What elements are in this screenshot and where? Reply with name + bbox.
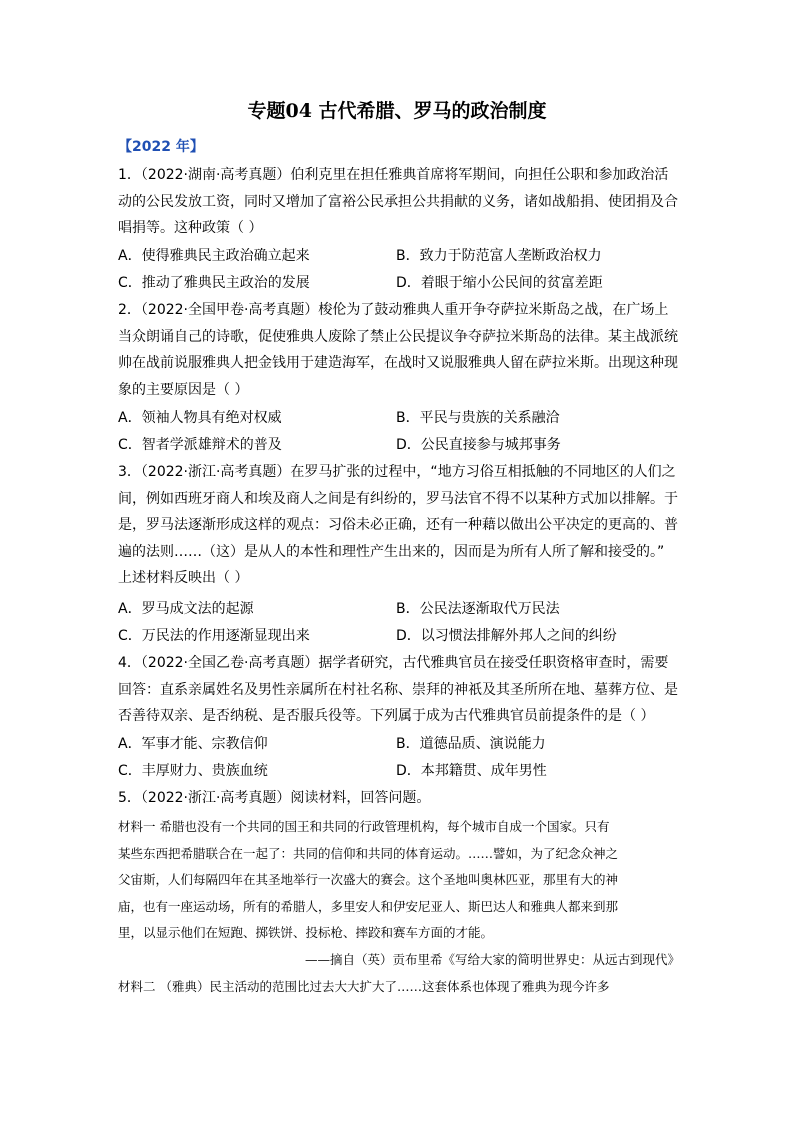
option-a: A．罗马成文法的起源 (118, 601, 254, 617)
question-line: 当众朗诵自己的诗歌，促使雅典人废除了禁止公民提议争夺萨拉米斯岛的法律。某主战派统 (118, 328, 678, 345)
option-a: A．领袖人物具有绝对权威 (118, 410, 282, 426)
question-2-stem (118, 297, 680, 403)
question-line: 回答：直系亲属姓名及男性亲属所在村社名称、崇拜的神祇及其圣所所在地、墓葬方位、是 (118, 681, 678, 698)
question-2-options (118, 405, 680, 458)
option-c: C．推动了雅典民主政治的发展 (118, 274, 310, 291)
material-line: 庙，也有一座运动场，所有的希腊人，多里安人和伊安尼亚人、斯巴达人和雅典人都来到那 (118, 898, 619, 914)
question-5-stem (118, 785, 680, 812)
year-heading: 【2022 年】 (118, 139, 204, 155)
material-line: 某些东西把希腊联合在一起了：共同的信仰和共同的体育运动。……譬如，为了纪念众神之 (118, 845, 619, 861)
material-line: 材料二 （雅典）民主活动的范围比过去大大扩大了……这套体系也体现了雅典为现今许多 (118, 979, 610, 994)
material-2 (118, 974, 680, 1001)
question-line: 唱捐等。这种政策（ ） (118, 220, 263, 236)
question-line: 遍的法则……（这）是从人的本性和理性产生出来的，因而是为所有人所了解和接受的。” (118, 543, 665, 560)
question-line: 2．（2022·全国甲卷·高考真题）梭伦为了鼓动雅典人重开争夺萨拉米斯岛之战，在广场上 (118, 302, 669, 318)
material-source: ——摘自（英）贡布里希《写给大家的简明世界史：从远古到现代》 (304, 951, 680, 967)
question-1-stem (118, 162, 680, 242)
option-a: A．军事才能、宗教信仰 (118, 736, 268, 752)
question-line: 1．（2022·湖南·高考真题）伯利克里在担任雅典首席将军期间，向担任公职和参加政治活 (118, 167, 669, 183)
question-line: 象的主要原因是（ ） (118, 381, 249, 398)
option-b: B．平民与贵族的关系融洽 (396, 410, 560, 426)
question-line: 否善待双亲、是否纳税、是否服兵役等。下列属于成为古代雅典官员前提条件的是（ ） (118, 708, 655, 724)
option-d: D．着眼于缩小公民间的贫富差距 (396, 274, 603, 291)
question-line: 3．（2022·浙江·高考真题）在罗马扩张的过程中，“地方习俗互相抵触的不同地区的人们之 (118, 464, 676, 480)
page-title: 专题04 古代希腊、罗马的政治制度 (247, 100, 547, 122)
question-line: 间，例如西班牙商人和埃及商人之间是有纠纷的，罗马法官不得不以某种方式加以排解。于 (118, 490, 678, 507)
question-4-options (118, 731, 680, 784)
option-b: B．公民法逐渐取代万民法 (396, 601, 560, 617)
option-d: D．以习惯法排解外邦人之间的纠纷 (396, 627, 617, 644)
question-line: 是，罗马法逐渐形成这样的观点：习俗未必正确，还有一种藉以做出公平决定的更高的、普 (118, 517, 678, 533)
option-b: B．道德品质、演说能力 (396, 736, 546, 752)
question-line: 上述材料反映出（ ） (118, 570, 249, 586)
option-c: C．万民法的作用逐渐显现出来 (118, 627, 310, 644)
question-4-stem (118, 650, 680, 730)
option-b: B．致力于防范富人垄断政治权力 (396, 248, 602, 264)
material-1 (118, 814, 680, 973)
option-d: D．本邦籍贯、成年男性 (396, 762, 547, 779)
option-a: A．使得雅典民主政治确立起来 (118, 248, 310, 264)
question-3-options (118, 596, 680, 649)
material-line: 父宙斯，人们每隔四年在其圣地举行一次盛大的赛会。这个圣地叫奥林匹亚，那里有大的神 (118, 872, 619, 887)
question-line: 5．（2022·浙江·高考真题）阅读材料，回答问题。 (118, 790, 431, 806)
option-d: D．公民直接参与城邦事务 (396, 436, 561, 453)
question-line: 帅在战前说服雅典人把金钱用于建造海军，在战时又说服雅典人留在萨拉米斯。出现这种现 (118, 355, 678, 371)
option-c: C．智者学派雄辩术的普及 (118, 436, 282, 453)
material-line: 里，以显示他们在短跑、掷铁饼、投标枪、摔跤和赛车方面的才能。 (118, 925, 494, 940)
question-line: 4．（2022·全国乙卷·高考真题）据学者研究，古代雅典官员在接受任职资格审查时，需要 (118, 655, 669, 671)
question-line: 动的公民发放工资，同时又增加了富裕公民承担公共捐献的义务，诸如战船捐、使团捐及合 (118, 193, 678, 210)
question-3-stem (118, 459, 680, 592)
material-line: 材料一 希腊也没有一个共同的国王和共同的行政管理机构，每个城市自成一个国家。只有 (118, 819, 610, 834)
question-1-options (118, 243, 680, 296)
option-c: C．丰厚财力、贵族血统 (118, 762, 268, 779)
